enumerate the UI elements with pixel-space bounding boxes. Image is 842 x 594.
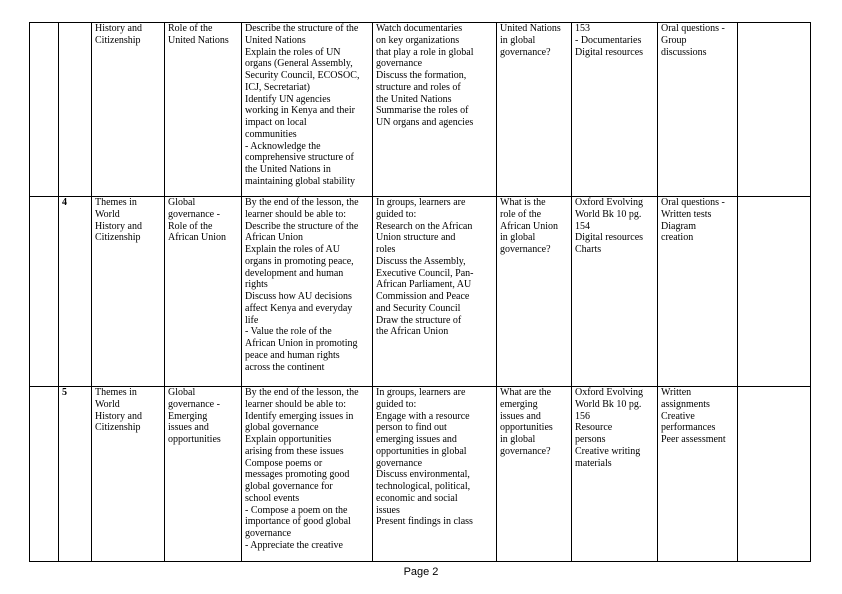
cell-text-line: on key organizations bbox=[376, 34, 460, 46]
cell-text-line: United Nations bbox=[168, 34, 229, 46]
cell-text-line: Citizenship bbox=[95, 422, 141, 434]
cell-text-line: the United Nations in bbox=[245, 164, 331, 175]
learning-resources-cell bbox=[572, 23, 658, 197]
cell-text-line: Oral questions - bbox=[661, 197, 725, 208]
cell-text-line: Discuss environmental, bbox=[376, 469, 470, 481]
cell-text-line: - Value the role of the bbox=[245, 326, 332, 338]
cell-text-line: World Bk 10 pg. bbox=[575, 208, 642, 220]
inquiry-question-cell bbox=[497, 387, 572, 562]
cell-text-line: issues and bbox=[500, 410, 541, 422]
cell-text-line: 156 bbox=[575, 410, 590, 422]
cell-text-line: that play a role in global bbox=[376, 46, 474, 58]
cell-text-line: Resource bbox=[575, 422, 613, 434]
table-row bbox=[30, 197, 811, 387]
cell-text-line: governance - bbox=[168, 398, 220, 410]
cell-text-line: - Acknowledge the bbox=[245, 140, 321, 152]
cell-text-line: governance? bbox=[500, 46, 551, 58]
cell-text-line: What are the bbox=[500, 387, 552, 398]
cell-text-line: role of the bbox=[500, 208, 542, 220]
cell-text-line: peace and human rights bbox=[245, 349, 340, 361]
cell-text-line: economic and social bbox=[376, 492, 458, 504]
cell-text-line: opportunities in global bbox=[376, 445, 467, 457]
cell-text-line: governance - bbox=[168, 208, 220, 220]
cell-text-line: person to find out bbox=[376, 422, 447, 434]
cell-text-line: Describe the structure of the bbox=[245, 23, 359, 34]
cell-text-line: Compose poems or bbox=[245, 457, 323, 469]
cell-text-line: Union structure and bbox=[376, 232, 456, 244]
cell-text-line: ICJ, Secretariat) bbox=[245, 81, 310, 93]
cell-text-line: guided to: bbox=[376, 398, 417, 410]
cell-text-line: African Union bbox=[168, 232, 227, 244]
cell-text-line: technological, political, bbox=[376, 481, 471, 492]
cell-text-line: Diagram bbox=[661, 220, 696, 232]
cell-text-line: roles bbox=[376, 244, 396, 255]
cell-text-line: Digital resources bbox=[575, 232, 644, 244]
cell-text-line: In groups, learners are bbox=[376, 197, 466, 208]
cell-text-line: Written tests bbox=[661, 208, 712, 220]
cell-text-line: Engage with a resource bbox=[376, 410, 470, 422]
cell-text-line: structure and roles of bbox=[376, 81, 461, 93]
strand-cell bbox=[92, 387, 165, 562]
cell-text-line: Group bbox=[661, 34, 687, 46]
cell-text-line: Themes in bbox=[95, 197, 137, 208]
cell-text-line: By the end of the lesson, the bbox=[245, 197, 359, 208]
cell-text-line: United Nations bbox=[500, 23, 561, 34]
cell-text-line: learner should be able to: bbox=[245, 398, 347, 410]
learning-resources-cell bbox=[572, 387, 658, 562]
cell-text-line: in global bbox=[500, 34, 536, 46]
sub-strand-cell bbox=[165, 197, 242, 387]
cell-text-line: Identify emerging issues in bbox=[245, 410, 354, 422]
cell-text-line: Citizenship bbox=[95, 232, 141, 244]
cell-text-line: African Union bbox=[245, 232, 304, 244]
cell-text-line: organs (General Assembly, bbox=[245, 58, 353, 70]
cell-text-line: development and human bbox=[245, 267, 344, 279]
cell-text-line: UN organs and agencies bbox=[376, 117, 474, 128]
cell-text-line: guided to: bbox=[376, 208, 417, 220]
cell-text-line: governance? bbox=[500, 445, 551, 457]
lesson-cell bbox=[30, 387, 59, 562]
learning-experiences-cell bbox=[373, 387, 497, 562]
cell-text-line: issues bbox=[376, 504, 400, 516]
cell-text-line: Peer assessment bbox=[661, 434, 726, 445]
cell-text-line: maintaining global stability bbox=[245, 175, 355, 187]
cell-text-line: life bbox=[245, 314, 259, 326]
assessment-cell bbox=[658, 23, 738, 197]
cell-text-line: Discuss the Assembly, bbox=[376, 255, 466, 267]
table-row bbox=[30, 23, 811, 197]
cell-text-line: assignments bbox=[661, 398, 710, 410]
cell-text-line: Creative bbox=[661, 410, 695, 422]
reflection-cell bbox=[738, 387, 811, 562]
cell-text-line: Creative writing bbox=[575, 445, 641, 457]
cell-text-line: History and bbox=[95, 220, 142, 232]
cell-text-line: Oxford Evolving bbox=[575, 197, 644, 208]
cell-text-line: Draw the structure of bbox=[376, 314, 462, 326]
cell-text-line: affect Kenya and everyday bbox=[245, 302, 353, 314]
reflection-cell bbox=[738, 23, 811, 197]
cell-text-line: working in Kenya and their bbox=[245, 105, 355, 117]
learning-outcomes-cell bbox=[242, 387, 373, 562]
cell-text-line: Describe the structure of the bbox=[245, 220, 359, 232]
cell-text-line: Executive Council, Pan- bbox=[376, 267, 474, 279]
cell-text-line: messages promoting good bbox=[245, 469, 350, 481]
strand-cell bbox=[92, 197, 165, 387]
cell-text-line: 154 bbox=[575, 220, 590, 232]
cell-text-line: World Bk 10 pg. bbox=[575, 398, 642, 410]
cell-text-line: discussions bbox=[661, 46, 707, 58]
cell-text-line: Present findings in class bbox=[376, 516, 473, 528]
table-row bbox=[30, 387, 811, 562]
cell-text-line: communities bbox=[245, 128, 297, 140]
cell-text-line: creation bbox=[661, 232, 694, 244]
cell-text-line: Charts bbox=[575, 244, 602, 255]
cell-text-line: Explain the roles of UN bbox=[245, 46, 341, 58]
cell-text-line: Digital resources bbox=[575, 46, 644, 58]
cell-text-line: Commission and Peace bbox=[376, 291, 470, 302]
inquiry-question-cell bbox=[497, 23, 572, 197]
cell-text-line: opportunities bbox=[500, 422, 553, 434]
page-number: Page 2 bbox=[403, 566, 439, 578]
cell-text-line: African Union in promoting bbox=[245, 338, 358, 349]
cell-text-line: importance of good global bbox=[245, 516, 351, 528]
cell-text-line: World bbox=[95, 208, 120, 220]
cell-text-line: issues and bbox=[168, 422, 209, 434]
learning-experiences-cell bbox=[373, 197, 497, 387]
week-cell bbox=[59, 23, 92, 197]
cell-text-line: World bbox=[95, 398, 120, 410]
strand-cell bbox=[92, 23, 165, 197]
cell-text-line: What is the bbox=[500, 197, 546, 208]
scheme-of-work-table bbox=[29, 22, 811, 562]
cell-text-line: governance bbox=[376, 457, 423, 469]
cell-text-line: Explain the roles of AU bbox=[245, 244, 340, 255]
week-cell: 4 bbox=[59, 197, 92, 387]
cell-text-line: the African Union bbox=[376, 326, 449, 338]
cell-text-line: rights bbox=[245, 279, 268, 291]
cell-text-line: global governance bbox=[245, 422, 319, 434]
cell-text-line: performances bbox=[661, 422, 716, 434]
cell-text-line: learner should be able to: bbox=[245, 208, 347, 220]
cell-text-line: organs in promoting peace, bbox=[245, 255, 354, 267]
learning-outcomes-cell bbox=[242, 197, 373, 387]
inquiry-question-cell bbox=[497, 197, 572, 387]
cell-text-line: governance bbox=[376, 58, 423, 70]
cell-text-line: Watch documentaries bbox=[376, 23, 463, 34]
cell-text-line: global governance for bbox=[245, 481, 333, 492]
cell-text-line: - Compose a poem on the bbox=[245, 504, 348, 516]
cell-text-line: Written bbox=[661, 387, 692, 398]
cell-text-line: Emerging bbox=[168, 410, 208, 422]
reflection-cell bbox=[738, 197, 811, 387]
cell-text-line: governance bbox=[245, 528, 292, 539]
cell-text-line: Explain opportunities bbox=[245, 434, 332, 445]
cell-text-line: emerging bbox=[500, 398, 538, 410]
cell-text-line: Global bbox=[168, 197, 196, 208]
cell-text-line: Discuss the formation, bbox=[376, 70, 467, 81]
cell-text-line: History and bbox=[95, 410, 142, 422]
cell-text-line: across the continent bbox=[245, 361, 325, 373]
learning-resources-cell bbox=[572, 197, 658, 387]
cell-text-line: Themes in bbox=[95, 387, 137, 398]
cell-text-line: - Documentaries bbox=[575, 34, 642, 46]
cell-text-line: materials bbox=[575, 457, 612, 469]
cell-text-line: in global bbox=[500, 434, 536, 445]
sub-strand-cell bbox=[165, 387, 242, 562]
cell-text-line: governance? bbox=[500, 244, 551, 255]
learning-outcomes-cell bbox=[242, 23, 373, 197]
cell-text-line: comprehensive structure of bbox=[245, 152, 354, 164]
cell-text-line: Discuss how AU decisions bbox=[245, 291, 352, 302]
cell-text-line: Role of the bbox=[168, 23, 213, 34]
cell-text-line: Identify UN agencies bbox=[245, 93, 331, 105]
cell-text-line: opportunities bbox=[168, 434, 221, 445]
lesson-cell bbox=[30, 23, 59, 197]
cell-text-line: school events bbox=[245, 492, 300, 504]
cell-text-line: - Appreciate the creative bbox=[245, 539, 343, 551]
week-cell: 5 bbox=[59, 387, 92, 562]
lesson-cell bbox=[30, 197, 59, 387]
cell-text-line: Citizenship bbox=[95, 34, 141, 46]
cell-text-line: Role of the bbox=[168, 220, 213, 232]
sub-strand-cell bbox=[165, 23, 242, 197]
assessment-cell bbox=[658, 197, 738, 387]
cell-text-line: African Parliament, AU bbox=[376, 279, 472, 291]
cell-text-line: 153 bbox=[575, 23, 590, 34]
assessment-cell bbox=[658, 387, 738, 562]
cell-text-line: Research on the African bbox=[376, 220, 473, 232]
cell-text-line: impact on local bbox=[245, 117, 307, 128]
cell-text-line: In groups, learners are bbox=[376, 387, 466, 398]
cell-text-line: Security Council, ECOSOC, bbox=[245, 70, 360, 81]
cell-text-line: and Security Council bbox=[376, 302, 461, 314]
cell-text-line: African Union bbox=[500, 220, 559, 232]
cell-text-line: Summarise the roles of bbox=[376, 105, 469, 117]
cell-text-line: History and bbox=[95, 23, 142, 34]
cell-text-line: arising from these issues bbox=[245, 445, 344, 457]
cell-text-line: Oxford Evolving bbox=[575, 387, 644, 398]
learning-experiences-cell bbox=[373, 23, 497, 197]
cell-text-line: By the end of the lesson, the bbox=[245, 387, 359, 398]
cell-text-line: the United Nations bbox=[376, 93, 452, 105]
cell-text-line: persons bbox=[575, 434, 606, 445]
cell-text-line: Oral questions - bbox=[661, 23, 725, 34]
cell-text-line: emerging issues and bbox=[376, 434, 457, 445]
cell-text-line: Global bbox=[168, 387, 196, 398]
cell-text-line: United Nations bbox=[245, 34, 306, 46]
cell-text-line: in global bbox=[500, 232, 536, 244]
